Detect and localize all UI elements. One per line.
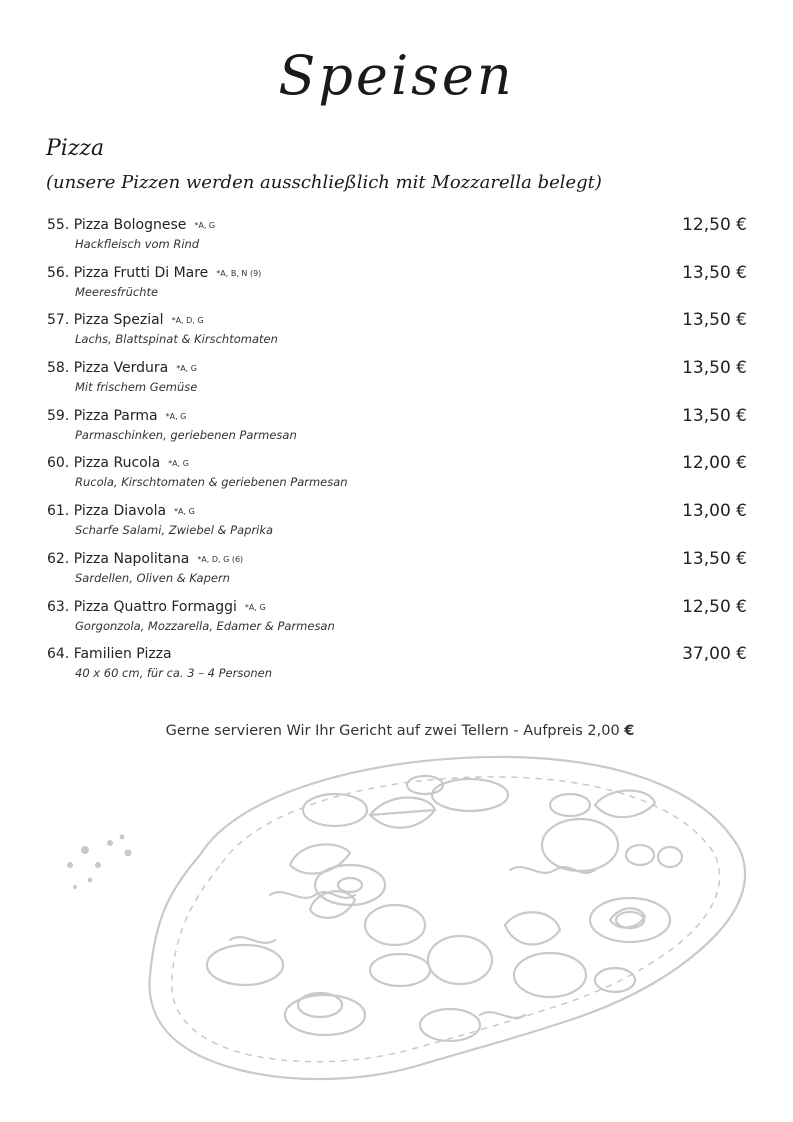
item-price: 13,00 € (682, 501, 747, 522)
item-price: 13,50 € (682, 358, 747, 379)
section-title: Pizza (46, 136, 105, 161)
item-name: 61. Pizza Diavola (47, 503, 167, 520)
item-name: 58. Pizza Verdura (47, 360, 169, 377)
page-title: Speisen (278, 44, 515, 107)
item-name: 64. Familien Pizza (47, 646, 172, 663)
menu-item (47, 503, 747, 551)
menu-item (47, 360, 747, 408)
item-allergens: *A, D, G (171, 316, 204, 326)
item-allergens: *A, B, N (9) (216, 268, 262, 278)
item-description: Gorgonzola, Mozzarella, Edamer & Parmesan (75, 618, 335, 633)
item-name: 63. Pizza Quattro Formaggi (47, 598, 237, 615)
item-name: 60. Pizza Rucola (47, 455, 161, 472)
menu-item (47, 262, 747, 313)
item-name: 62. Pizza Napolitana (47, 550, 190, 567)
item-price: 13,50 € (682, 262, 747, 283)
footer-note-text: Gerne servieren Wir Ihr Gericht auf zwei Tellern - Aufpreis 2,00 (165, 723, 620, 739)
pizza-illustration-icon (50, 745, 750, 1095)
item-price: 13,50 € (682, 405, 747, 426)
item-allergens: *A, G (194, 221, 216, 230)
item-allergens: *A, G (244, 602, 266, 612)
menu-item (47, 455, 747, 503)
item-price: 12,00 € (682, 453, 747, 474)
item-name: 57. Pizza Spezial (47, 312, 164, 329)
footer-note (0, 723, 793, 739)
menu-item-list (47, 217, 747, 694)
item-description: Hackfleisch vom Rind (75, 237, 200, 251)
menu-item (47, 217, 747, 265)
item-description: Scharfe Salami, Zwiebel & Paprika (75, 523, 274, 538)
item-price: 12,50 € (682, 215, 747, 235)
item-price: 37,00 € (682, 644, 747, 665)
item-description: 40 x 60 cm, für ca. 3 – 4 Personen (75, 666, 273, 681)
item-price: 13,50 € (682, 548, 747, 569)
item-description: Meeresfrüchte (75, 284, 159, 299)
item-price: 13,50 € (682, 310, 747, 331)
item-name: 55. Pizza Bolognese (47, 217, 187, 233)
item-description: Rucola, Kirschtomaten & geriebenen Parmesan (75, 475, 348, 490)
item-description: Parmaschinken, geriebenen Parmesan (75, 427, 297, 442)
menu-item (47, 405, 747, 456)
item-allergens: *A, D, G (6) (197, 554, 244, 564)
menu-item (47, 596, 747, 647)
item-description: Lachs, Blattspinat & Kirschtomaten (75, 332, 278, 347)
item-name: 56. Pizza Frutti Di Mare (47, 264, 209, 281)
item-name: 59. Pizza Parma (47, 407, 158, 424)
item-allergens: *A, G (174, 507, 195, 517)
section-note: (unsere Pizzen werden ausschließlich mit Mozzarella belegt) (46, 172, 602, 193)
item-price: 12,50 € (682, 596, 747, 617)
item-description: Mit frischem Gemüse (75, 380, 198, 395)
menu-item (47, 548, 747, 599)
item-allergens: *A, G (176, 364, 197, 374)
footer-currency: € (624, 723, 635, 739)
menu-item (47, 312, 747, 360)
menu-item (47, 646, 747, 694)
item-description: Sardellen, Oliven & Kapern (75, 570, 230, 585)
item-allergens: *A, G (165, 411, 187, 421)
item-allergens: *A, G (168, 459, 189, 469)
